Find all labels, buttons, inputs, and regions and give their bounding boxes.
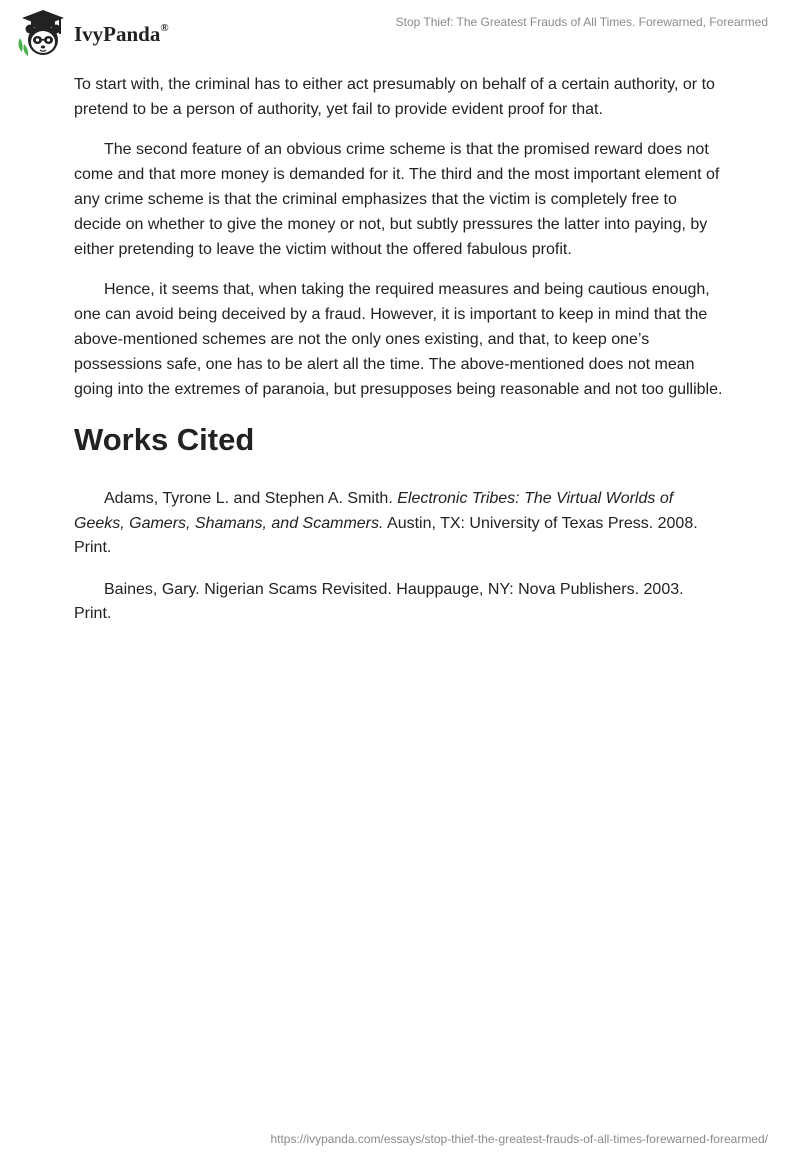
citation-authors: Adams, Tyrone L. and Stephen A. Smith. <box>104 490 398 507</box>
brand-name <box>74 22 169 47</box>
body-paragraph: To start with, the criminal has to either act presumably on behalf of a certain authority, or to pretend to be a person of authority, yet fail to provide evident proof for that. <box>74 76 715 118</box>
brand-logo[interactable] <box>14 8 169 58</box>
source-url[interactable]: https://ivypanda.com/essays/stop-thief-the-greatest-frauds-of-all-times-forewarned-forearmed/ <box>270 1132 768 1146</box>
registered-mark: ® <box>160 21 169 34</box>
works-cited-heading: Works Cited <box>74 422 255 457</box>
citation-entry <box>74 487 724 561</box>
document-title: Stop Thief: The Greatest Frauds of All Times. Forewarned, Forearmed <box>395 15 768 29</box>
citation-title: Electronic Tribes: The Virtual Worlds of Geeks, Gamers, Shamans, and Scammers. <box>74 490 674 532</box>
panda-graduate-icon <box>14 8 72 58</box>
body-paragraph: The second feature of an obvious crime scheme is that the promised reward does not come and that more money is demanded for it. The third and the most important element of any crime scheme is that the criminal emphasizes that the victim is completely free to decide on whether to give the money or not, but subtly pressures the latter into paying, by either pretending to leave the victim without the offered fabulous profit. <box>74 141 720 258</box>
body-paragraph: Hence, it seems that, when taking the required measures and being cautious enough, one can avoid being deceived by a fraud. However, it is important to keep in mind that the above-mentioned schemes are not the only ones existing, and that, to keep one’s possessions safe, one has to be alert all the time. The above-mentioned does not mean going into the extremes of paranoia, but presupposes being reasonable and not too gullible. <box>74 281 723 398</box>
essay-content <box>74 70 724 644</box>
brand-name-text: IvyPanda <box>74 21 161 46</box>
citation-entry: Baines, Gary. Nigerian Scams Revisited. Hauppauge, NY: Nova Publishers. 2003. Print. <box>74 580 684 622</box>
page-header <box>0 0 800 64</box>
citation-publisher: Austin, TX: University of Texas Press. 2008. Print. <box>74 514 698 556</box>
